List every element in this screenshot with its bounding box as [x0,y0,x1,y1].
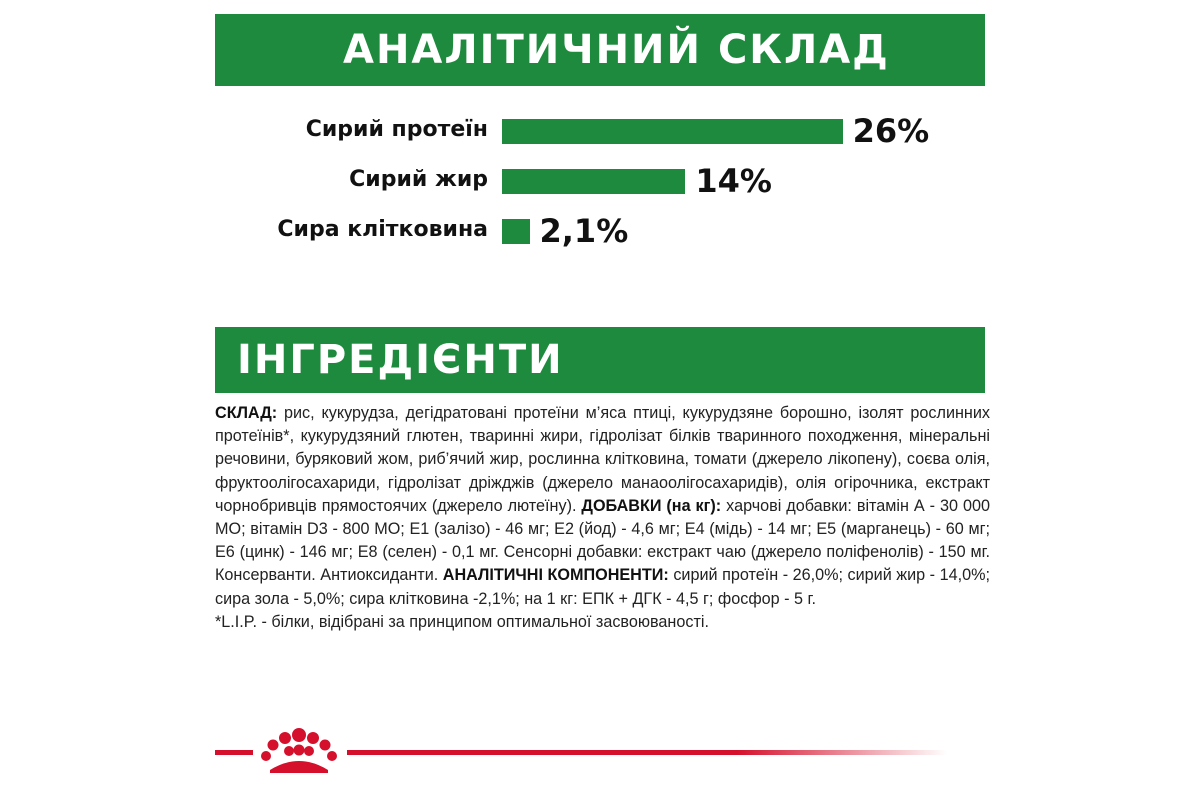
footnote: *L.I.P. - білки, відібрані за принципом оптимальної засвоюваності. [215,612,709,631]
additives-text: харчові добавки: вітамін А - 30 000 МО; вітамін D3 - 800 МО; Е1 (залізо) - 46 мг; Е2 (йод) - 4,6 мг; Е4 (мідь) - 14 мг; Е5 (марганець) - 60 мг; Е6 (цинк) - 146 мг; Е8 (селен) - 0,1 мг. Сенсорні добавки: екстракт чаю (джерело поліфенолів) - 150 мг. Консерванти. Антиоксиданти. [215,496,990,585]
analytic-components-label: АНАЛІТИЧНІ КОМПОНЕНТИ: [442,566,669,585]
nutrient-value: 26% [852,112,930,150]
analytic-components-text: сирий протеїн - 26,0%; сирий жир - 14,0%; сира зола - 5,0%; сира клітковина -2,1%; на 1 кг: ЕПК + ДГК - 4,5 г; фосфор - 5 г. [215,566,990,608]
ingredients-section-title: ІНГРЕДІЄНТИ [237,337,564,383]
ingredients-paragraph [215,402,990,611]
ingredients-section-header [215,327,985,393]
nutrient-value: 14% [695,162,772,200]
nutrient-label: Сира клітковина [277,217,488,242]
composition-text: рис, кукурудза, дегідратовані протеїни м’яса птиці, кукурудзяне борошно, ізолят рослинних протеїнів*, кукурудзяний глютен, тваринні жири, гідролізат білків тваринного походження, мінеральні речовини, буряковий жом, риб’ячий жир, рослинна клітковина, томати (джерело лікопену), соєва олія, фруктоолігосахариди, гідролізат дріжджів (джерело манаоолігосахаридів), олія огірочника, екстракт чорнобривців прямостоячих (джерело лютеїну). [215,404,990,515]
nutrient-value: 2,1% [539,212,629,250]
analysis-section-header [215,14,985,86]
ingredients-text-block [215,402,990,634]
footer-divider-right [347,750,947,755]
nutrient-bar [502,219,530,244]
nutrient-bar [502,119,843,144]
analysis-section-title: АНАЛІТИЧНИЙ СКЛАД [343,27,890,73]
royal-canin-crown-icon [256,726,342,774]
nutrient-label: Сирий жир [349,167,488,192]
additives-label: ДОБАВКИ (на кг): [581,496,722,515]
footer-divider-left [215,750,253,755]
nutrient-label: Сирий протеїн [305,117,488,142]
composition-label: СКЛАД: [215,404,278,422]
nutrient-bar [502,169,685,194]
